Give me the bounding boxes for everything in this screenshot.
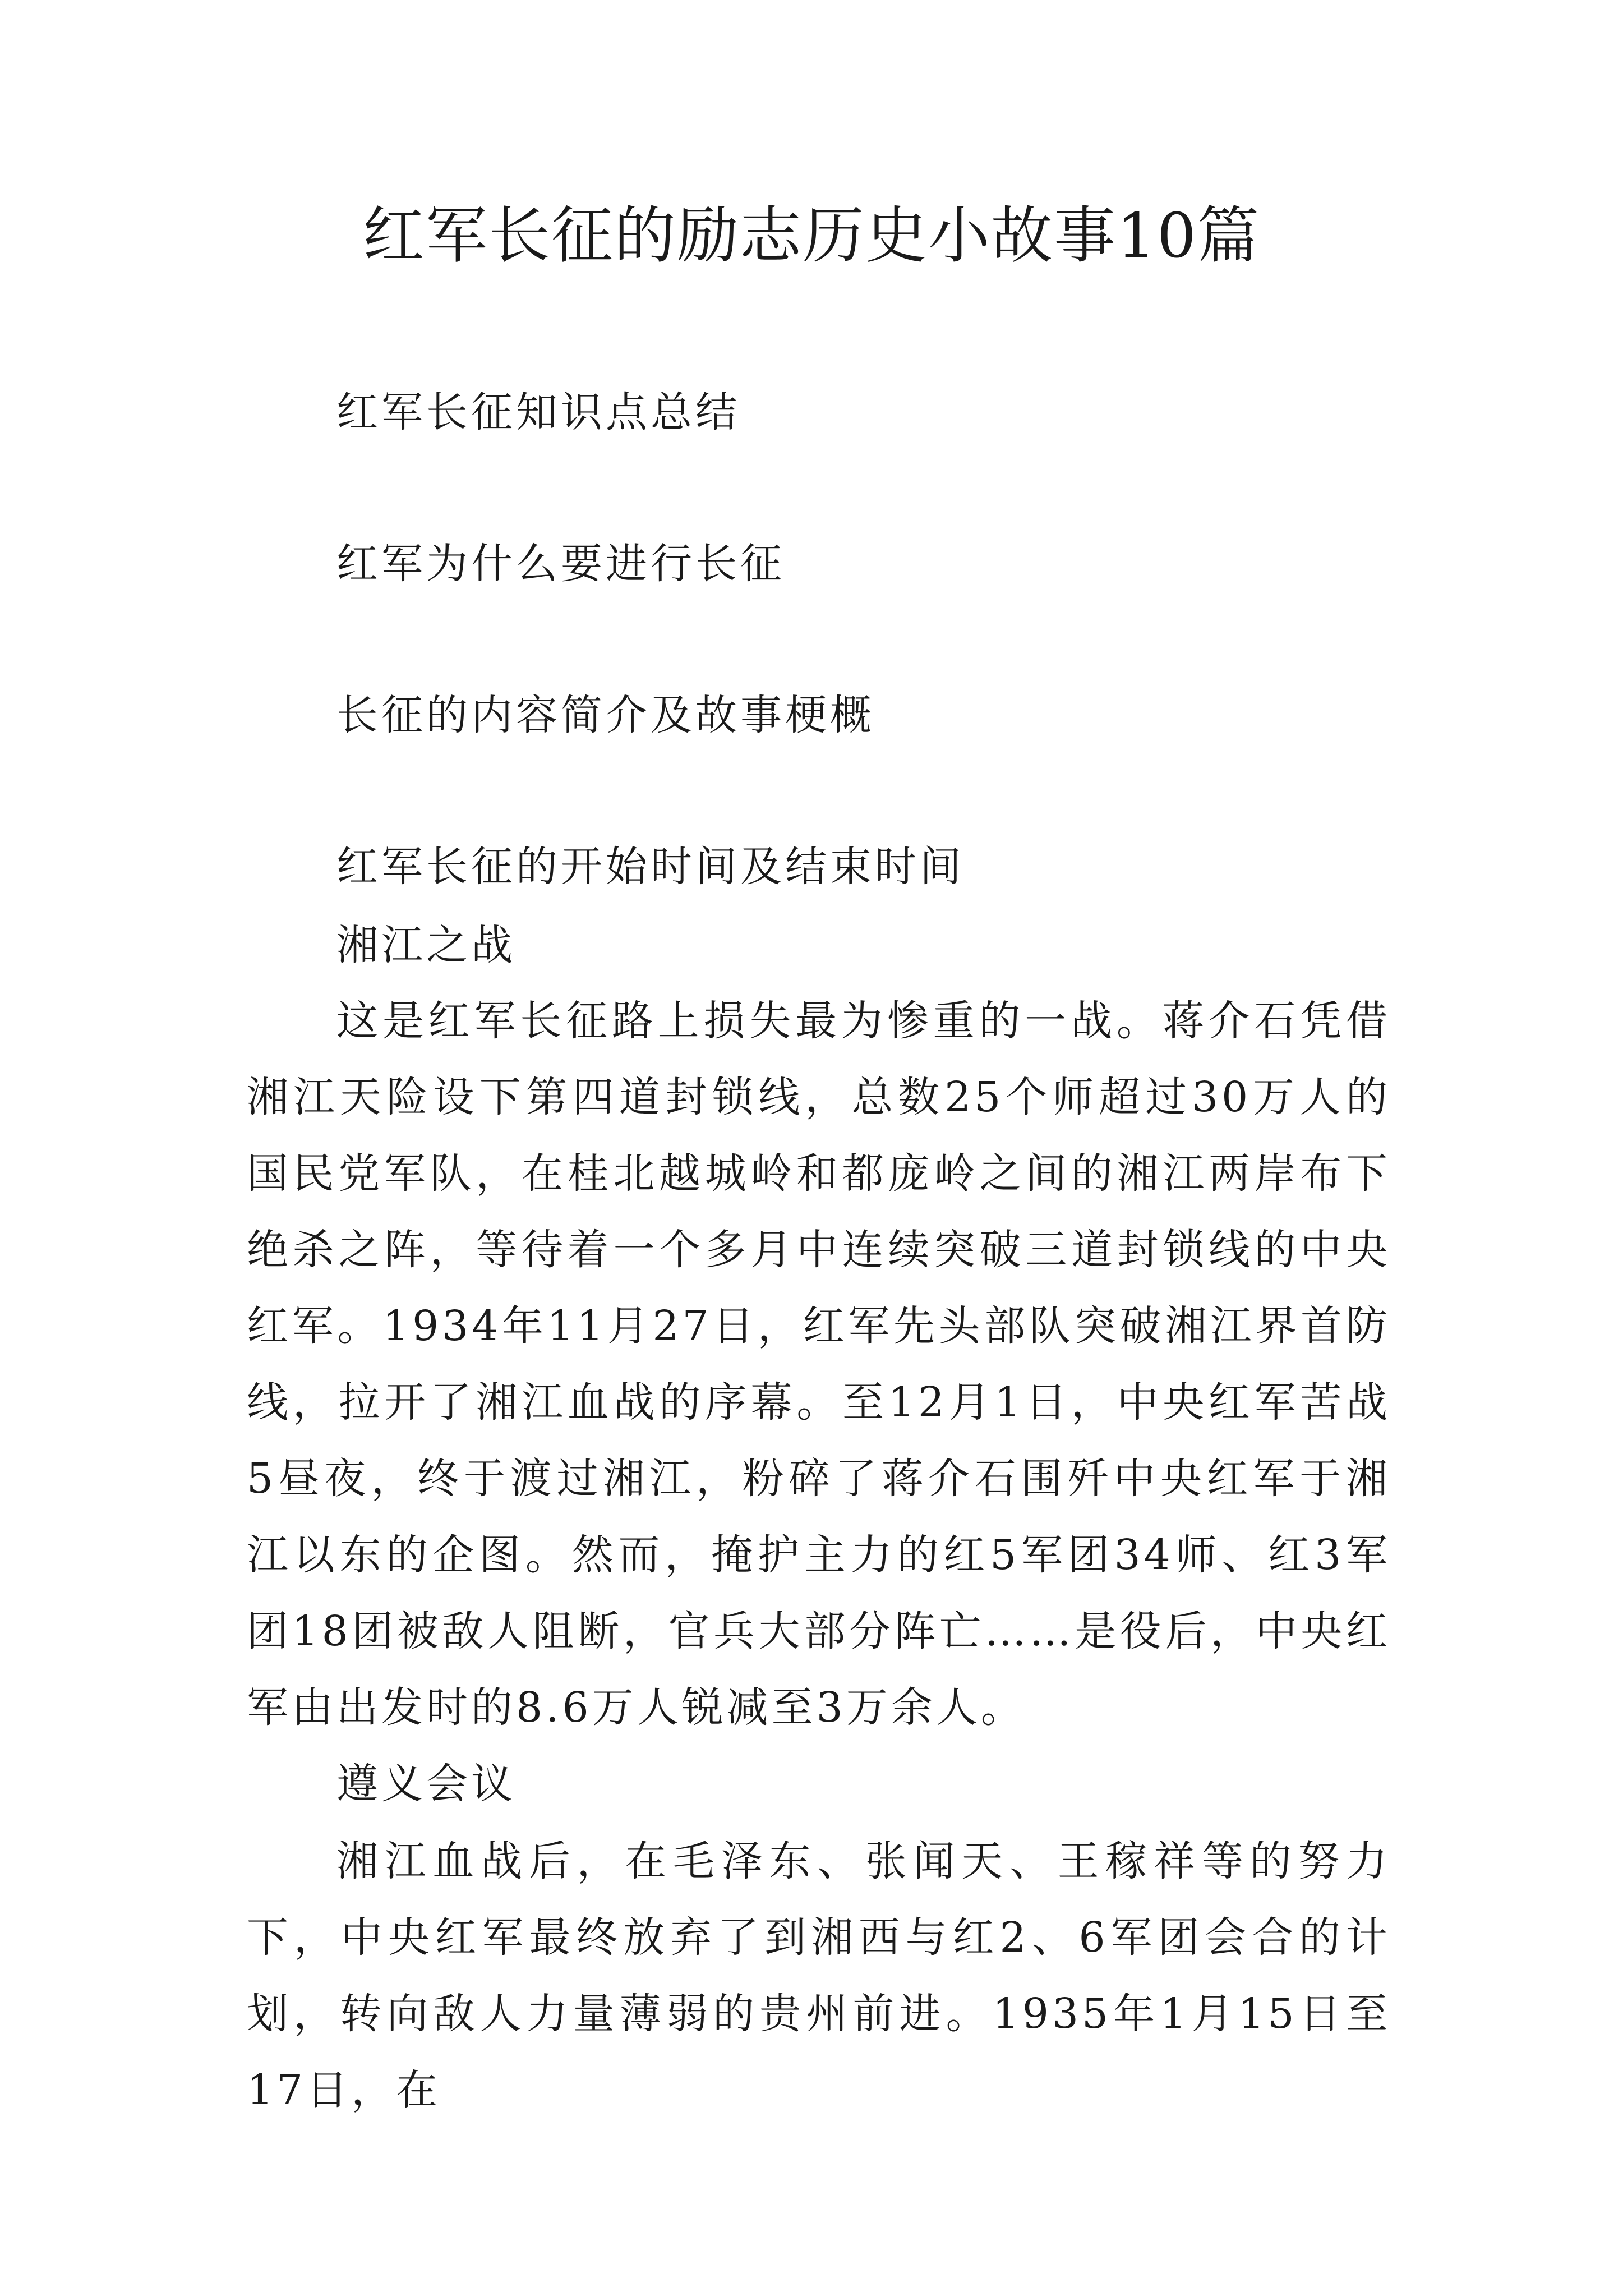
- toc-item-start-end-time: 红军长征的开始时间及结束时间: [336, 843, 965, 891]
- page-title: 红军长征的励志历史小故事10篇: [363, 200, 1260, 272]
- toc-item-content-summary: 长征的内容简介及故事梗概: [336, 691, 875, 739]
- toc-item-knowledge-summary: 红军长征知识点总结: [336, 388, 740, 436]
- section-heading-zunyi: 遵义会议: [336, 1760, 516, 1808]
- section-body-zunyi: 湘江血战后，在毛泽东、张闻天、王稼祥等的努力下，中央红军最终放弃了到湘西与红2、6军团会合的计划，转向敌人力量薄弱的贵州前进。1935年1月15日至17日，在: [247, 1837, 1391, 2114]
- section-heading-xiangjiang: 湘江之战: [336, 921, 516, 969]
- section-body-xiangjiang: 这是红军长征路上损失最为惨重的一战。蒋介石凭借湘江天险设下第四道封锁线，总数25个师超过30万人的国民党军队，在桂北越城岭和都庞岭之间的湘江两岸布下绝杀之阵，等待着一个多月中连续突破三道封锁线的中央红军。1934年11月27日，红军先头部队突破湘江界首防线，拉开了湘江血战的序幕。至12月1日，中央红军苦战5昼夜，终于渡过湘江，粉碎了蒋介石围歼中央红军于湘江以东的企图。然而，掩护主力的红5军团34师、红3军团18团被敌人阻断，官兵大部分阵亡……是役后，中央红军由出发时的8.6万人锐减至3万余人。: [247, 997, 1391, 1732]
- toc-item-why-long-march: 红军为什么要进行长征: [336, 540, 785, 588]
